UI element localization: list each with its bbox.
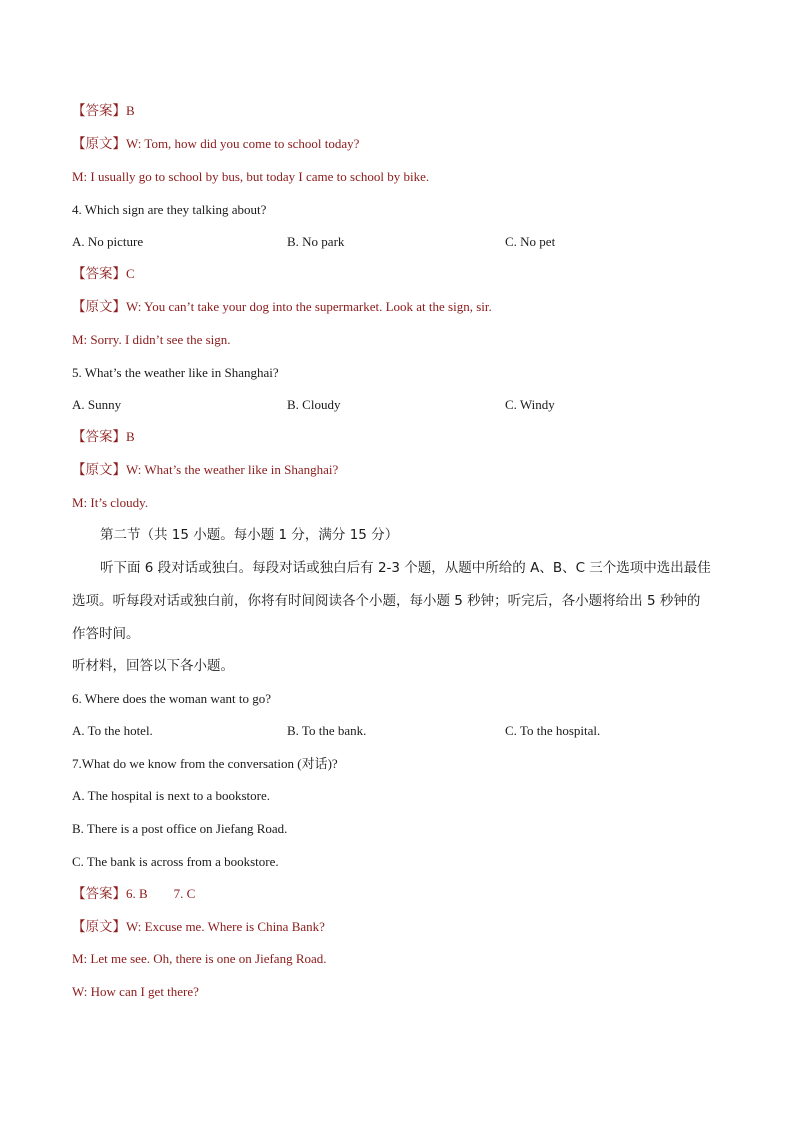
- q4-option-b: B. No park: [287, 234, 345, 249]
- answer-label: 【答案】: [72, 429, 126, 445]
- transcript-label: 【原文】: [72, 462, 126, 478]
- section2-instructions-2: 选项。听每段对话或独白前，你将有时间阅读各个小题，每小题 5 秒钟；听完后，各小题将给出 5 秒钟的: [72, 593, 701, 609]
- q5-option-b: B. Cloudy: [287, 397, 341, 412]
- transcript-label: 【原文】: [72, 136, 126, 152]
- q4-transcript-w: [72, 298, 492, 316]
- q4-transcript-m: M: Sorry. I didn’t see the sign.: [72, 332, 231, 347]
- transcript-label: 【原文】: [72, 919, 126, 935]
- q6-question: 6. Where does the woman want to go?: [72, 691, 272, 706]
- section2-prompt: 听材料，回答以下各小题。: [72, 658, 234, 674]
- q67-transcript-w2: W: How can I get there?: [72, 984, 199, 999]
- transcript-text: W: What’s the weather like in Shanghai?: [126, 462, 339, 477]
- q67-transcript-w1: [72, 918, 325, 936]
- q4-option-a: A. No picture: [72, 234, 144, 249]
- q7-option-b: B. There is a post office on Jiefang Road.: [72, 821, 288, 836]
- q5-question: 5. What’s the weather like in Shanghai?: [72, 365, 279, 380]
- q7-option-c: C. The bank is across from a bookstore.: [72, 854, 279, 869]
- q6-option-b: B. To the bank.: [287, 723, 367, 738]
- q4-answer: [72, 265, 135, 283]
- q6-option-c: C. To the hospital.: [505, 723, 601, 738]
- section2-instructions-1: 听下面 6 段对话或独白。每段对话或独白后有 2-3 个题，从题中所给的 A、B、C 三个选项中选出最佳: [100, 560, 711, 576]
- q7-question: 7.What do we know from the conversation (对话)?: [72, 756, 338, 771]
- q5-option-a: A. Sunny: [72, 397, 122, 412]
- answer-label: 【答案】: [72, 103, 126, 119]
- q5-option-c: C. Windy: [505, 397, 555, 412]
- transcript-text: W: You can’t take your dog into the supermarket. Look at the sign, sir.: [126, 299, 492, 314]
- q3-transcript-w: [72, 135, 359, 153]
- q5-transcript-w: [72, 461, 338, 479]
- answer-value: B: [126, 103, 135, 118]
- q4-option-c: C. No pet: [505, 234, 556, 249]
- answer-label: 【答案】: [72, 266, 126, 282]
- answer-value: 6. B 7. C: [126, 886, 196, 901]
- transcript-text: W: Tom, how did you come to school today?: [126, 136, 360, 151]
- answer-label: 【答案】: [72, 886, 126, 902]
- transcript-text: W: Excuse me. Where is China Bank?: [126, 919, 325, 934]
- transcript-label: 【原文】: [72, 299, 126, 315]
- answer-value: B: [126, 429, 135, 444]
- q67-answer: [72, 885, 195, 903]
- q5-transcript-m: M: It’s cloudy.: [72, 495, 149, 510]
- q3-answer: [72, 102, 135, 120]
- q7-option-a: A. The hospital is next to a bookstore.: [72, 788, 270, 803]
- section2-instructions-3: 作答时间。: [72, 626, 140, 642]
- answer-value: C: [126, 266, 135, 281]
- q6-option-a: A. To the hotel.: [72, 723, 153, 738]
- q5-answer: [72, 428, 135, 446]
- section2-title: 第二节（共 15 小题。每小题 1 分，满分 15 分）: [100, 527, 399, 543]
- q3-transcript-m: M: I usually go to school by bus, but today I came to school by bike.: [72, 169, 430, 184]
- q4-question: 4. Which sign are they talking about?: [72, 202, 267, 217]
- q67-transcript-m1: M: Let me see. Oh, there is one on Jiefang Road.: [72, 951, 327, 966]
